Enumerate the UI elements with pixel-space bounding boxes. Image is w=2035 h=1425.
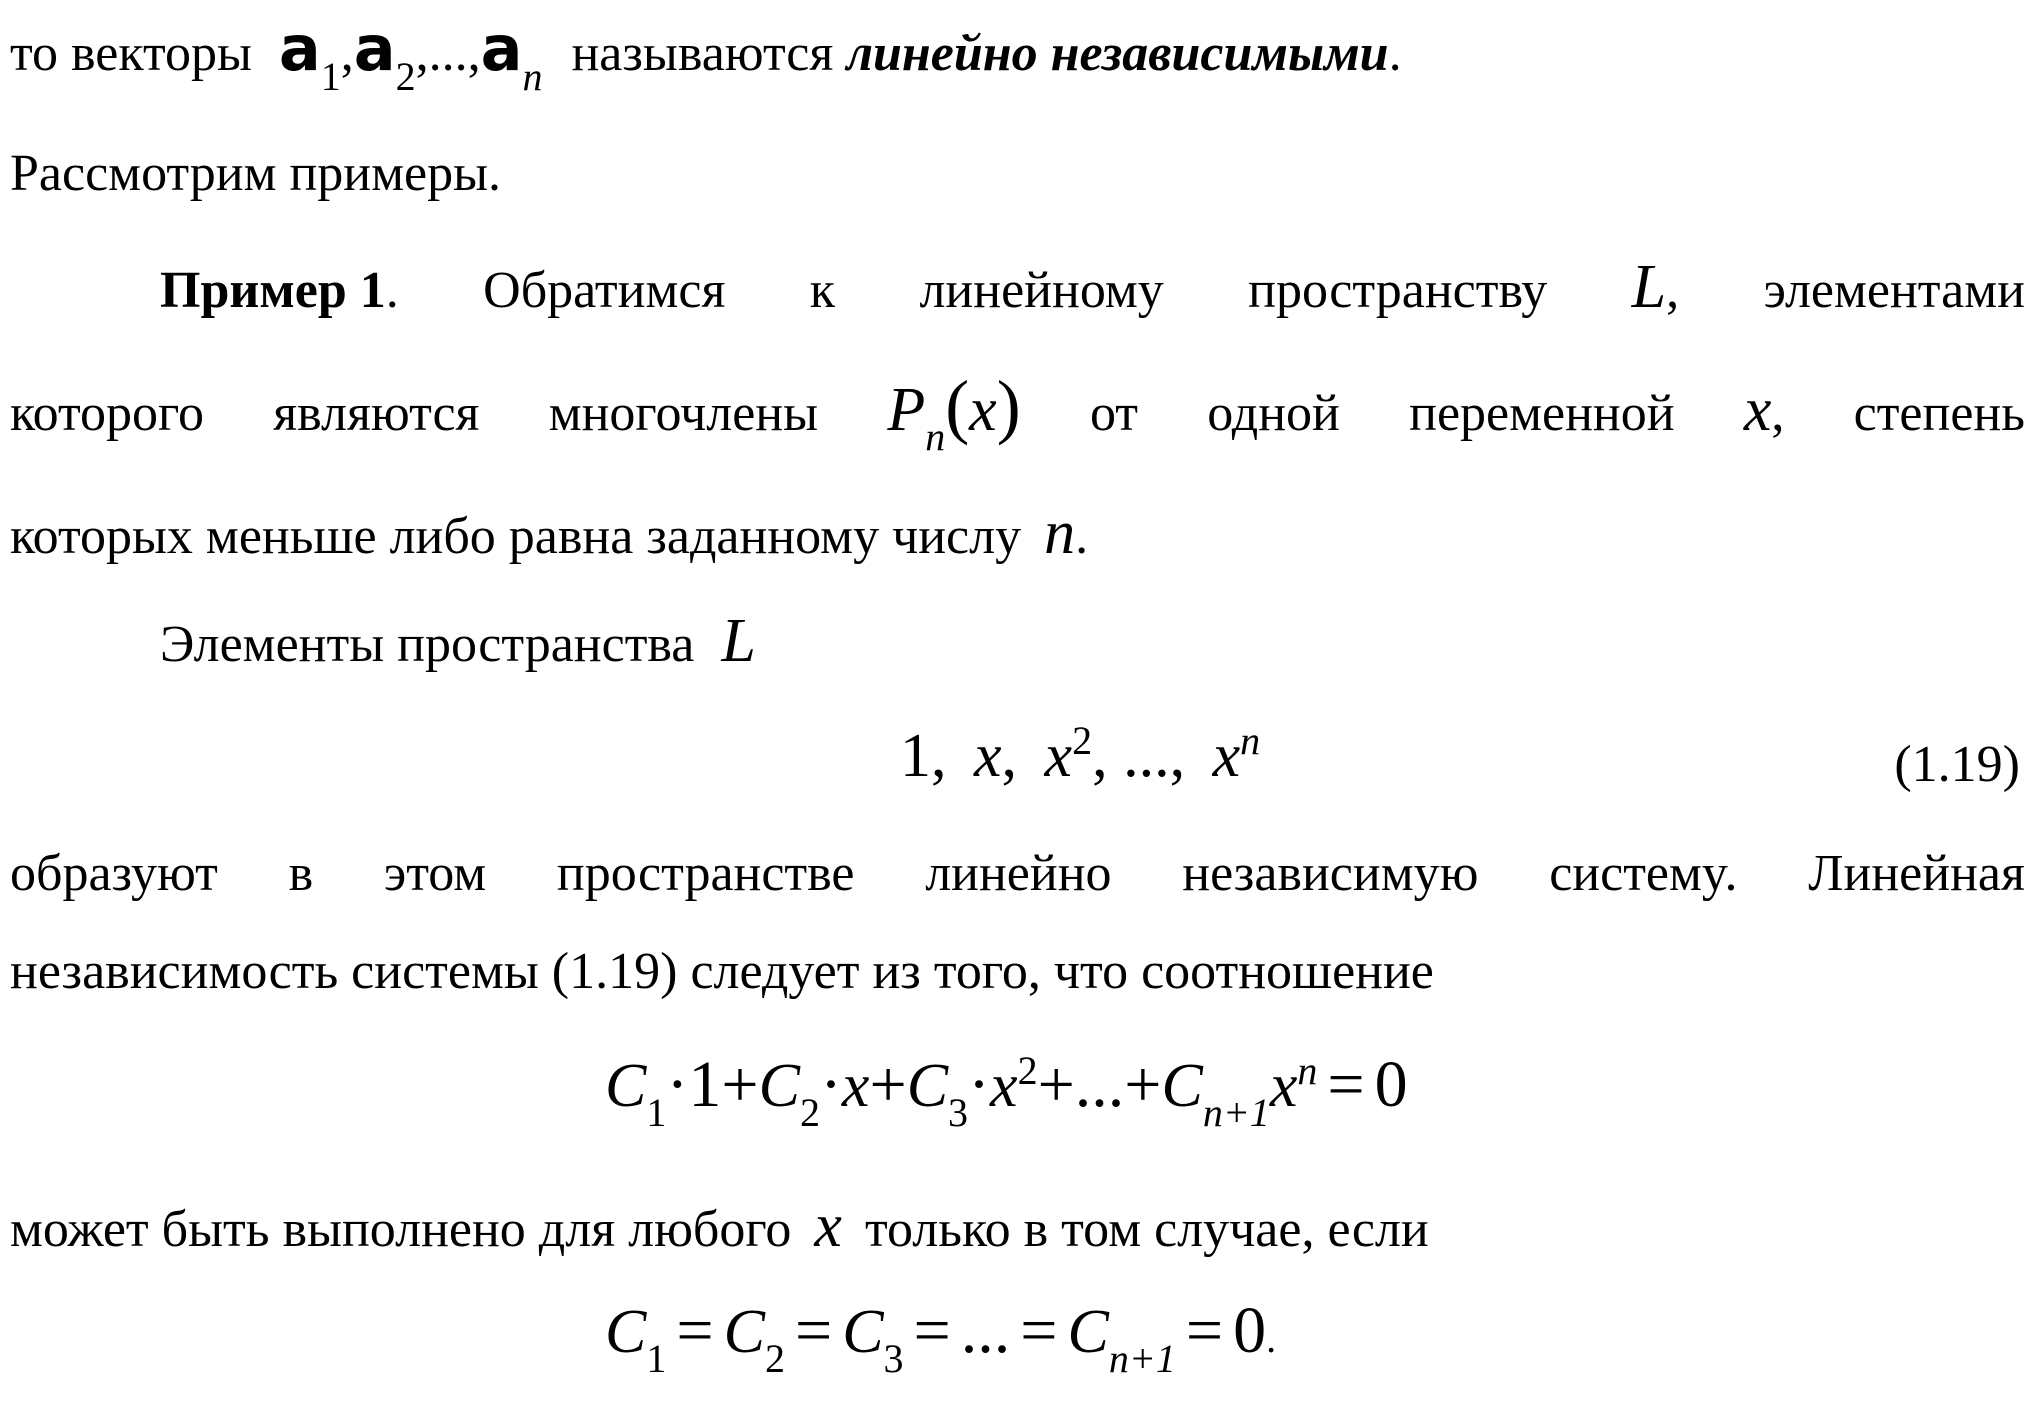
vector-dots: ,..., [415, 25, 481, 82]
word: одной [1207, 385, 1340, 442]
relation-exp-n: n [1297, 1048, 1318, 1093]
formula-x: x [974, 722, 1002, 790]
word: Обратимся [483, 262, 726, 319]
word: степень [1853, 385, 2025, 442]
paragraph-2-line-1 [10, 845, 2025, 902]
relation-dots: ... [1074, 1048, 1125, 1121]
symbol-L-2: L [721, 607, 756, 675]
formula-xn: x [1212, 722, 1241, 790]
symbol-P: P [887, 376, 926, 444]
word: Линейная [1808, 845, 2025, 902]
term-linearly-independent: линейно независимыми [846, 25, 1389, 82]
elements-text: Элементы пространства [160, 616, 695, 673]
condition-after: только в том случае, если [864, 1201, 1429, 1258]
symbol-n: n [1044, 499, 1076, 567]
coef-Cn1: C [1161, 1052, 1203, 1120]
example-label-text: Пример 1 [160, 262, 386, 319]
polynomial-symbol: $P_n(x)$ [887, 366, 1021, 459]
word: пространству [1248, 262, 1548, 319]
relation-exp-2: 2 [1017, 1048, 1038, 1093]
final-C1: C [605, 1298, 647, 1366]
word: от [1089, 385, 1138, 442]
word: линейному [919, 262, 1164, 319]
vector-a2: a [353, 12, 396, 85]
symbol-x: x [1743, 376, 1772, 444]
word: линейно [925, 845, 1112, 902]
relation-x2: x [990, 1052, 1018, 1120]
coef-C1: C [605, 1052, 647, 1120]
coef-C2: C [758, 1052, 800, 1120]
word: пространстве [556, 845, 855, 902]
symbol-x-arg: x [969, 376, 997, 444]
condition-x: x [814, 1192, 842, 1260]
example-line-1 [160, 253, 2025, 321]
word: переменной [1409, 385, 1675, 442]
symbol-L: L [1631, 253, 1667, 321]
condition-before: может быть выполнено для любого [10, 1201, 792, 1258]
vector-a1: a [278, 12, 321, 85]
vector-list: $a_1,a_2,...,a_n$ [278, 12, 543, 99]
final-sub-n1: n+1 [1108, 1336, 1176, 1381]
examples-heading: Рассмотрим примеры. [10, 145, 502, 202]
relation-zero: 0 [1374, 1048, 1408, 1121]
final-Cn1: C [1067, 1298, 1109, 1366]
example-line-3: которых меньше либо равна заданному числу n. [10, 499, 1089, 567]
formula-one: 1 [900, 722, 931, 790]
relation-one: 1 [688, 1048, 722, 1121]
space-symbol: L, [1631, 253, 1680, 321]
coef-sub-1: 1 [646, 1090, 667, 1135]
coef-sub-3: 3 [948, 1090, 969, 1135]
period: . [1388, 25, 1402, 82]
formula-dots: ... [1123, 722, 1170, 790]
final-dots: ... [960, 1294, 1011, 1367]
final-sub-1: 1 [646, 1336, 667, 1381]
vector-sub-2: 2 [395, 54, 416, 99]
example-line-2 [10, 366, 2025, 459]
word: многочлены [548, 385, 819, 442]
word: образуют [10, 845, 218, 902]
coef-sub-2: 2 [799, 1090, 820, 1135]
condition-line [10, 1192, 2025, 1260]
intro-line [10, 12, 2025, 99]
word: к [809, 262, 836, 319]
relation-x: x [841, 1052, 870, 1120]
vector-sub-n: n [522, 54, 543, 99]
word: являются [273, 385, 480, 442]
intro-text: то векторы [10, 25, 252, 82]
example-line-3-text: которых меньше либо равна заданному числу [10, 508, 1022, 565]
equation-number: (1.19) [1894, 736, 2020, 793]
system-formula: 1, x, $x^2$, ..., $x^n$ [900, 718, 1261, 790]
formula-exp-n: n [1240, 718, 1261, 763]
formula-exp-2: 2 [1072, 718, 1093, 763]
word: системy. [1549, 845, 1738, 902]
final-C3: C [842, 1298, 884, 1366]
relation-formula: $C_1\cdot 1+C_2\cdot x+C_3\cdot x^2+...+C_{n+1}x^n = 0$ [605, 1048, 1408, 1135]
example-label: Пример 1. [160, 262, 399, 319]
paragraph-2-line-2: независимость системы (1.19) следует из того, что соотношение [10, 943, 1434, 1000]
vector-sub-1: 1 [320, 54, 341, 99]
word: элементами [1763, 262, 2025, 319]
elements-line [160, 607, 2025, 675]
formula-x2: x [1044, 722, 1073, 790]
symbol-P-sub: n [925, 414, 946, 459]
final-sub-2: 2 [764, 1336, 785, 1381]
relation-xn: x [1269, 1052, 1298, 1120]
word: которого [10, 385, 205, 442]
final-equality: $C_1 = C_2 = C_3$ = ... = $C_{n+1} = 0$. [605, 1294, 1277, 1381]
final-C2: C [723, 1298, 765, 1366]
coef-C3: C [906, 1052, 949, 1120]
word: этом [383, 845, 487, 902]
word: независимую [1182, 845, 1479, 902]
final-zero: 0 [1233, 1294, 1267, 1367]
variable-symbol: x, [1743, 376, 1785, 444]
word: в [288, 845, 314, 902]
vector-an: a [480, 12, 523, 85]
coef-sub-n1: n+1 [1202, 1090, 1270, 1135]
final-period: . [1266, 1316, 1277, 1361]
called-text: называются [571, 25, 834, 82]
final-sub-3: 3 [883, 1336, 904, 1381]
